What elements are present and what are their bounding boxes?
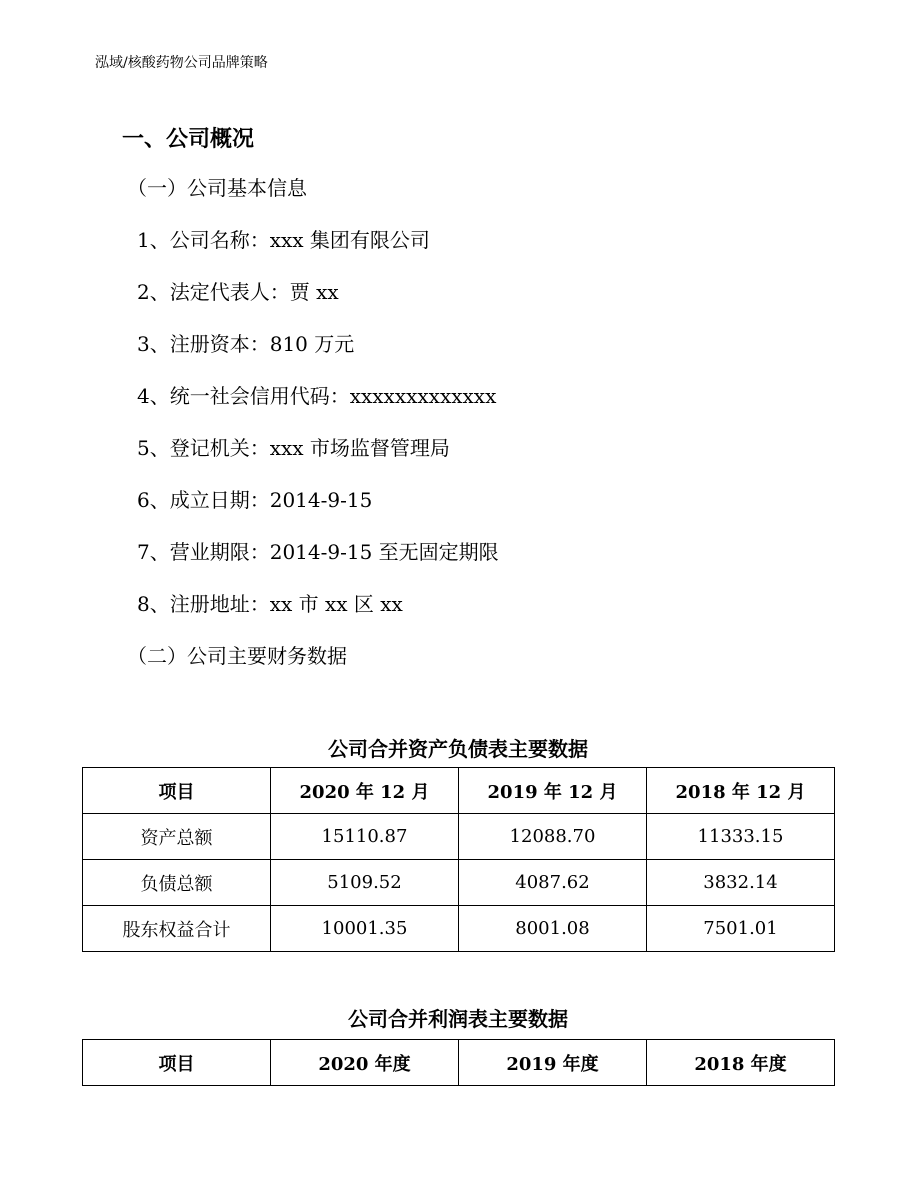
header-cell: 2019 年 12 月 (459, 768, 647, 814)
header-cell: 项目 (83, 768, 271, 814)
info-item-registration-authority: 5、登记机关：xxx 市场监督管理局 (137, 436, 450, 460)
table-row (83, 814, 835, 860)
header-cell: 2020 年度 (271, 1040, 459, 1086)
subsection-basic-info: （一）公司基本信息 (127, 176, 307, 200)
info-item-legal-rep: 2、法定代表人：贾 xx (137, 280, 339, 304)
info-item-registered-address: 8、注册地址：xx 市 xx 区 xx (137, 592, 403, 616)
info-item-registered-capital: 3、注册资本：810 万元 (137, 332, 355, 356)
balance-table (82, 767, 835, 952)
table-header-row (83, 1040, 835, 1086)
table-cell: 5109.52 (271, 860, 459, 906)
table-cell: 3832.14 (647, 860, 835, 906)
header-cell: 2019 年度 (459, 1040, 647, 1086)
table-cell: 12088.70 (459, 814, 647, 860)
income-table (82, 1039, 835, 1086)
table-header-row (83, 768, 835, 814)
header-cell: 2018 年度 (647, 1040, 835, 1086)
table-cell: 8001.08 (459, 906, 647, 952)
info-item-credit-code: 4、统一社会信用代码：xxxxxxxxxxxxx (137, 384, 497, 408)
balance-table-caption: 公司合并资产负债表主要数据 (328, 737, 588, 761)
table-row (83, 906, 835, 952)
info-item-business-term: 7、营业期限：2014-9-15 至无固定期限 (137, 540, 499, 564)
header-cell: 2020 年 12 月 (271, 768, 459, 814)
table-row (83, 860, 835, 906)
header-cell: 项目 (83, 1040, 271, 1086)
section-title: 一、公司概况 (122, 126, 255, 152)
row-label: 负债总额 (83, 860, 271, 906)
row-label: 资产总额 (83, 814, 271, 860)
info-item-company-name: 1、公司名称：xxx 集团有限公司 (137, 228, 430, 252)
table-cell: 11333.15 (647, 814, 835, 860)
table-cell: 10001.35 (271, 906, 459, 952)
table-cell: 7501.01 (647, 906, 835, 952)
info-item-established-date: 6、成立日期：2014-9-15 (137, 488, 373, 512)
income-table-caption: 公司合并利润表主要数据 (348, 1007, 568, 1031)
subsection-financial-data: （二）公司主要财务数据 (127, 644, 347, 668)
table-cell: 4087.62 (459, 860, 647, 906)
page-header: 泓域/核酸药物公司品牌策略 (95, 55, 268, 71)
header-cell: 2018 年 12 月 (647, 768, 835, 814)
row-label: 股东权益合计 (83, 906, 271, 952)
table-cell: 15110.87 (271, 814, 459, 860)
